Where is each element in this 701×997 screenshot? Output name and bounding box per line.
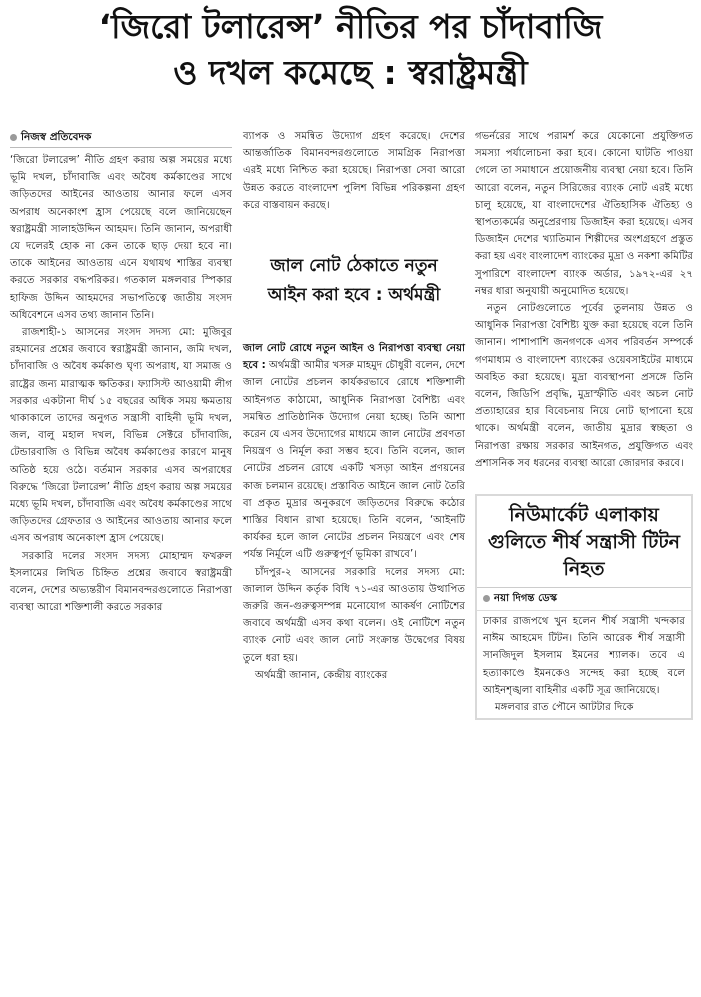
paragraph: ‘জিরো টলারেন্স’ নীতি গ্রহণ করায় অল্প সময়ের মধ্যে ভূমি দখল, চাঁদাবাজি এবং অবৈধ কর্মকাণ্ডের সাথে জড়িতদের আইনের আওতায় আনার ফলে এসব অপরাধ অনেকাংশ হ্রাস পেয়েছে বলে জানিয়েছেন স্বরাষ্ট্রমন্ত্রী সালাহউদ্দিন আহমদ। তিনি জানান, অপরাধী যে দলেরই হোক না কেন তাকে ছাড় দেয়া হবে না। তাকে আইনের আওতায় এনে যথাযথ শাস্তির ব্যবস্থা করতে সরকার বদ্ধপরিকর। গতকাল মঙ্গলবার স্পিকার হাফিজ উদ্দিন আহমদের সভাপতিত্বে জাতীয় সংসদ অধিবেশনে এসব তথ্য জানান তিনি। (10, 155, 232, 321)
paragraph: রাজশাহী-১ আসনের সংসদ সদস্য মো: মুজিবুর রহমানের প্রশ্নের জবাবে স্বরাষ্ট্রমন্ত্রী জানান, জমি দখল, চাঁদাবাজি ও অবৈধ কর্মকাণ্ড ঘৃণ্য অপরাধ, যা সমাজ ও রাষ্ট্রের জন্য মারাত্মক ক্ষতিকর। ফ্যাসিস্ট আওয়ামী লীগ সরকার একটানা দীর্ঘ ১৫ বছরের অধিক সময় ক্ষমতায় থাকাকালে তাদের অনুগত সন্ত্রাসী বাহিনী ভূমি দখল, জল, বালু মহাল দখল, বিভিন্ন সেক্টরে চাঁদাবাজি, টেন্ডারবাজি ও বিভিন্ন অবৈধ কর্মকাণ্ডের কারণে মানুষ অতিষ্ঠ হয়ে ওঠে। বর্তমান সরকার এসব অপরাধের বিরুদ্ধে ‘জিরো টলারেন্স’ নীতি গ্রহণ করায় অল্প সময়ের মধ্যে ভূমি দখল, চাঁদাবাজি এবং অবৈধ কর্মকাণ্ডের সাথে জড়িতদের গ্রেফতার ও আইনের আওতায় আনার ফলে এসব অপরাধ অনেকাংশ হ্রাস পেয়েছে। (10, 327, 232, 545)
column-1 (10, 128, 232, 616)
paragraph: অর্থমন্ত্রী জানান, কেন্দ্রীয় ব্যাংকের (255, 669, 388, 681)
sub-headline: জাল নোট ঠেকাতে নতুন আইন করা হবে : অর্থমন্ত্রী (267, 256, 441, 306)
paragraph: গভর্নরের সাথে পরামর্শ করে যেকোনো প্রযুক্তিগত সমস্যা পর্যালোচনা করা হবে। কোনো ঘাটতি পাওয়া গেলে তা সমাধানে প্রয়োজনীয় ব্যবস্থা নেয়া হবে। তিনি আরো বলেন, নতুন সিরিজের ব্যাংক নোট এরই মধ্যে চালু হয়েছে, যা বাংলাদেশের ঐতিহাসিক ঐতিহ্য ও স্থাপত্যকর্মের অনুপ্রেরণায় ডিজাইন করা হয়েছে। এসব ডিজাইন দেশের খ্যাতিমান শিল্পীদের অংশগ্রহণে প্রস্তুত করা হয় এবং বাংলাদেশ ব্যাংকের মুদ্রা ও নকশা কমিটির সুপারিশে বাংলাদেশ ব্যাংক অর্ডার, ১৯৭২-এর ২৭ নম্বর ধারা অনুযায়ী অনুমোদিত হয়েছে। (475, 131, 693, 297)
box-byline-text: নয়া দিগন্ত ডেস্ক (494, 593, 558, 605)
headline-line-2: ও দখল কমেছে : স্বরাষ্ট্রমন্ত্রী (173, 53, 528, 92)
headline (8, 4, 693, 96)
box-headline: নিউমার্কেট এলাকায় গুলিতে শীর্ষ সন্ত্রাসী টিটন নিহত (477, 496, 691, 588)
byline-text: নিজস্ব প্রতিবেদক (21, 131, 92, 143)
paragraph: ঢাকার রাজপথে খুন হলেন শীর্ষ সন্ত্রাসী খন্দকার নাঈম আহমেদ টিটন। তিনি আরেক শীর্ষ সন্ত্রাসী সানজিদুল ইসলাম ইমনের শ্যালক। তবে এ হত্যাকাণ্ডে ইমনকেও সন্দেহ করা হচ্ছে বলে আইনশৃঙ্খলা বাহিনীর একটি সূত্র জানিয়েছে। (483, 616, 685, 696)
box-body (477, 611, 691, 718)
byline (10, 128, 232, 148)
paragraph: সরকারি দলের সংসদ সদস্য মোহাম্মদ ফখরুল ইসলামের লিখিত চিহ্নিত প্রশ্নের জবাবে স্বরাষ্ট্রমন্ত্রী বলেন, দেশের অভ্যন্তরীণ বিমানবন্দরগুলোতে নিরাপত্তা ব্যবস্থা আরো শক্তিশালী করতে সরকার (10, 550, 232, 614)
paragraph-text: অর্থমন্ত্রী আমীর খসরু মাহমুদ চৌধুরী বলেন, দেশে জাল নোটের প্রচলন কার্যকরভাবে রোধে শক্তিশালী আইনগত কাঠামো, আধুনিক নিরাপত্তা বৈশিষ্ট্য এবং সমন্বিত প্রাতিষ্ঠানিক উদ্যোগ নেয়া হচ্ছে। তিনি আশা করেন যে এসব উদ্যোগের মাধ্যমে জাল নোটের প্রবণতা নিয়ন্ত্রণ ও নির্মূল করা সম্ভব হবে। তিনি বলেন, জাল নোটের প্রচলন রোধে একটি খসড়া আইন প্রণয়নের কাজ চলমান রয়েছে। প্রস্তাবিত আইনে জাল নোট তৈরি বা প্রকৃত মুদ্রার অনুকরণে জড়িতদের বিরুদ্ধে কঠোর শাস্তির বিধান রাখা হয়েছে। তিনি বলেন, ‘আইনটি কার্যকর হলে জাল নোটের প্রচলন নিয়ন্ত্রণে এবং শেষ পর্যন্ত নির্মূলে এটি গুরুত্বপূর্ণ ভূমিকা রাখবে’। (243, 360, 465, 561)
news-box (475, 494, 693, 720)
paragraph: ব্যাপক ও সমন্বিত উদ্যোগ গ্রহণ করেছে। দেশের আন্তর্জাতিক বিমানবন্দরগুলোতে সামগ্রিক নিরাপত্তা এরই মধ্যে নিশ্চিত করা হয়েছে। নিরাপত্তা সেবা আরো উন্নত করতে বাংলাদেশ পুলিশ বিভিন্ন পরিকল্পনা গ্রহণ করে বাস্তবায়ন করছে। (243, 131, 465, 211)
paragraph: নতুন নোটগুলোতে পূর্বের তুলনায় উন্নত ও আধুনিক নিরাপত্তা বৈশিষ্ট্য যুক্ত করা হয়েছে বলে তিনি জানান। পাশাপাশি জনগণকে এসব পরিবর্তন সম্পর্কে গণমাধ্যম ও বাংলাদেশ ব্যাংকের ওয়েবসাইটের মাধ্যমে অবহিত করা হয়েছে। মুদ্রা ব্যবস্থাপনা প্রসঙ্গে তিনি বলেন, জিডিপি প্রবৃদ্ধি, মুদ্রাস্ফীতি এবং অচল নোট প্রত্যাহারের হার বিবেচনায় নিয়ে নোট ছাপানো হয়ে থাকে। অর্থমন্ত্রী বলেন, জাতীয় মুদ্রার স্বচ্ছতা ও নিরাপত্তা রক্ষায় সরকার আইনগত, প্রযুক্তিগত এবং প্রশাসনিক সব ধরনের ব্যবস্থা আরো জোরদার করবে। (475, 303, 693, 469)
lead-text: জাল নোট রোধে নতুন আইন ও নিরাপত্তা ব্যবস্থা নেয়া হবে : (243, 343, 465, 372)
paragraph (243, 340, 465, 564)
bullet-icon (483, 595, 490, 602)
box-byline (477, 588, 691, 611)
paragraph: মঙ্গলবার রাত পৌনে আটটার দিকে (495, 702, 634, 714)
column-2 (243, 128, 465, 684)
paragraph: চাঁদপুর-২ আসনের সরকারি দলের সদস্য মো: জালাল উদ্দিন কর্তৃক বিধি ৭১-এর আওতায় উত্থাপিত জরুরি জন-গুরুত্বসম্পন্ন মনোযোগ আকর্ষণ নোটিশের জবাবে অর্থমন্ত্রী এসব কথা বলেন। ওই নোটিশে নতুন ব্যাংক নোট এবং জাল নোট সংক্রান্ত উদ্বেগের বিষয় তুলে ধরা হয়। (243, 566, 465, 664)
column-3 (475, 128, 693, 720)
headline-line-1: ‘জিরো টলারেন্স’ নীতির পর চাঁদাবাজি (98, 7, 603, 46)
bullet-icon (10, 134, 17, 141)
